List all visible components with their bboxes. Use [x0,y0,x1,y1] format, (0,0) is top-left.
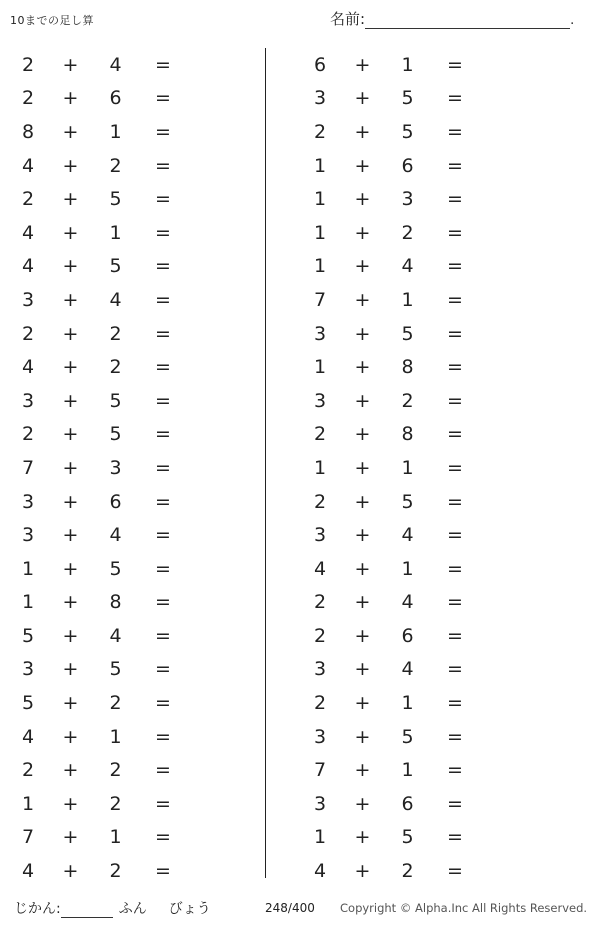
problem-row [0,787,265,821]
problem-row [0,384,265,418]
operand-b: 2 [401,389,414,412]
plus-icon: + [354,490,371,513]
worksheet-header [0,8,600,34]
name-label: 名前: [330,10,366,28]
plus-icon: + [62,356,79,379]
time-field-area [14,898,211,918]
equals-icon: = [155,860,171,883]
problem-row [0,82,265,116]
problem-row [300,48,600,82]
operand-b: 4 [109,624,122,647]
operand-b: 2 [109,792,122,815]
operand-b: 5 [401,322,414,345]
problem-row [300,317,600,351]
plus-icon: + [354,725,371,748]
operand-a: 4 [21,221,35,244]
operand-b: 8 [109,591,122,614]
operand-b: 2 [109,860,122,883]
operand-a: 3 [313,87,327,110]
operand-a: 5 [21,624,35,647]
operand-a: 1 [313,221,327,244]
operand-b: 5 [401,87,414,110]
operand-a: 1 [21,557,35,580]
problem-row [0,686,265,720]
operand-b: 1 [109,221,122,244]
plus-icon: + [354,456,371,479]
equals-icon: = [155,591,171,614]
operand-a: 3 [313,792,327,815]
operand-a: 1 [21,792,35,815]
plus-icon: + [354,423,371,446]
problem-row [300,384,600,418]
operand-b: 1 [401,53,414,76]
equals-icon: = [447,456,463,479]
equals-icon: = [447,860,463,883]
plus-icon: + [62,490,79,513]
operand-a: 3 [313,658,327,681]
problem-row [0,48,265,82]
time-input[interactable] [61,902,113,918]
problem-row [0,485,265,519]
operand-b: 3 [109,456,122,479]
operand-a: 3 [21,658,35,681]
operand-b: 1 [401,456,414,479]
operand-a: 2 [21,322,35,345]
problem-row [0,418,265,452]
operand-b: 4 [401,524,414,547]
problem-row [300,350,600,384]
time-unit-seconds: びょう [168,901,211,917]
plus-icon: + [62,725,79,748]
equals-icon: = [155,322,171,345]
problem-row [300,149,600,183]
equals-icon: = [155,423,171,446]
operand-b: 5 [109,188,122,211]
equals-icon: = [447,658,463,681]
problem-row [300,586,600,620]
plus-icon: + [354,759,371,782]
problem-row [0,619,265,653]
equals-icon: = [155,389,171,412]
operand-a: 2 [313,692,327,715]
equals-icon: = [447,188,463,211]
operand-b: 5 [109,255,122,278]
problems-column-left [0,48,265,883]
equals-icon: = [447,490,463,513]
problem-row [0,250,265,284]
operand-b: 6 [401,154,414,177]
plus-icon: + [62,692,79,715]
equals-icon: = [447,692,463,715]
operand-a: 4 [21,255,35,278]
operand-a: 4 [313,557,327,580]
time-label: じかん: [14,901,61,917]
operand-a: 1 [313,255,327,278]
problem-row [300,854,600,888]
equals-icon: = [447,255,463,278]
plus-icon: + [62,557,79,580]
problem-row [0,586,265,620]
equals-icon: = [447,389,463,412]
problem-row [300,182,600,216]
plus-icon: + [62,759,79,782]
page-title: 10までの足し算 [10,14,94,27]
plus-icon: + [62,87,79,110]
problem-row [0,720,265,754]
operand-b: 8 [401,423,414,446]
plus-icon: + [62,524,79,547]
equals-icon: = [155,356,171,379]
problem-row [300,552,600,586]
operand-b: 5 [401,725,414,748]
operand-b: 1 [109,120,122,143]
operand-b: 2 [109,322,122,345]
operand-a: 1 [313,154,327,177]
operand-b: 2 [401,221,414,244]
equals-icon: = [447,524,463,547]
equals-icon: = [447,759,463,782]
operand-b: 4 [401,591,414,614]
plus-icon: + [62,792,79,815]
operand-a: 1 [21,591,35,614]
problem-row [0,821,265,855]
plus-icon: + [62,53,79,76]
operand-a: 2 [21,759,35,782]
operand-b: 4 [401,255,414,278]
operand-a: 8 [21,120,35,143]
name-field-area [330,8,574,29]
problem-row [300,518,600,552]
operand-b: 4 [109,53,122,76]
plus-icon: + [62,120,79,143]
operand-b: 4 [401,658,414,681]
plus-icon: + [354,792,371,815]
operand-b: 6 [401,792,414,815]
problems-container [0,48,600,883]
operand-b: 5 [401,826,414,849]
plus-icon: + [354,591,371,614]
equals-icon: = [155,456,171,479]
equals-icon: = [447,591,463,614]
operand-a: 7 [313,759,327,782]
equals-icon: = [155,221,171,244]
plus-icon: + [354,154,371,177]
equals-icon: = [155,154,171,177]
operand-b: 5 [109,658,122,681]
problem-row [300,451,600,485]
operand-b: 6 [109,87,122,110]
problem-row [0,518,265,552]
plus-icon: + [354,288,371,311]
operand-a: 6 [313,53,327,76]
problem-row [300,720,600,754]
operand-a: 3 [21,524,35,547]
operand-b: 3 [401,188,414,211]
problem-row [300,653,600,687]
operand-b: 5 [401,120,414,143]
operand-b: 1 [401,557,414,580]
problem-row [300,753,600,787]
plus-icon: + [354,557,371,580]
plus-icon: + [62,624,79,647]
copyright-notice: Copyright © Alpha.Inc All Rights Reserved. [340,901,588,915]
equals-icon: = [155,658,171,681]
plus-icon: + [354,120,371,143]
equals-icon: = [447,624,463,647]
equals-icon: = [155,524,171,547]
equals-icon: = [447,792,463,815]
operand-b: 1 [401,288,414,311]
problem-row [0,283,265,317]
plus-icon: + [354,658,371,681]
plus-icon: + [62,658,79,681]
problem-row [300,619,600,653]
operand-a: 1 [313,356,327,379]
problem-row [0,182,265,216]
plus-icon: + [62,188,79,211]
equals-icon: = [447,53,463,76]
problem-row [0,451,265,485]
operand-a: 7 [21,456,35,479]
operand-b: 5 [109,389,122,412]
operand-a: 2 [313,591,327,614]
operand-b: 4 [109,288,122,311]
operand-a: 2 [21,87,35,110]
problem-row [300,216,600,250]
problem-row [300,283,600,317]
operand-b: 2 [109,356,122,379]
operand-b: 2 [109,692,122,715]
plus-icon: + [62,591,79,614]
equals-icon: = [155,624,171,647]
problem-row [0,115,265,149]
operand-b: 2 [401,860,414,883]
plus-icon: + [62,423,79,446]
operand-a: 3 [313,322,327,345]
problem-row [0,216,265,250]
equals-icon: = [155,725,171,748]
operand-a: 4 [313,860,327,883]
operand-b: 1 [109,826,122,849]
operand-a: 4 [21,154,35,177]
problem-row [300,115,600,149]
problem-row [300,787,600,821]
plus-icon: + [62,221,79,244]
plus-icon: + [354,356,371,379]
equals-icon: = [155,288,171,311]
problem-row [0,350,265,384]
operand-a: 3 [21,288,35,311]
equals-icon: = [155,692,171,715]
problem-row [300,821,600,855]
plus-icon: + [62,255,79,278]
operand-a: 2 [313,490,327,513]
operand-a: 2 [21,53,35,76]
plus-icon: + [354,389,371,412]
plus-icon: + [354,624,371,647]
plus-icon: + [354,221,371,244]
equals-icon: = [155,53,171,76]
operand-a: 4 [21,356,35,379]
equals-icon: = [155,490,171,513]
operand-b: 6 [401,624,414,647]
plus-icon: + [354,322,371,345]
operand-b: 1 [109,725,122,748]
operand-a: 1 [313,188,327,211]
operand-a: 3 [313,389,327,412]
equals-icon: = [155,826,171,849]
name-input[interactable] [365,11,570,29]
problem-row [300,686,600,720]
problem-row [300,485,600,519]
equals-icon: = [447,120,463,143]
equals-icon: = [447,322,463,345]
problem-row [0,854,265,888]
plus-icon: + [62,154,79,177]
operand-b: 5 [401,490,414,513]
plus-icon: + [354,87,371,110]
plus-icon: + [62,456,79,479]
operand-b: 8 [401,356,414,379]
operand-a: 3 [21,490,35,513]
operand-a: 4 [21,860,35,883]
plus-icon: + [354,255,371,278]
equals-icon: = [155,120,171,143]
problem-row [0,552,265,586]
operand-a: 2 [313,624,327,647]
equals-icon: = [447,154,463,177]
problem-row [0,149,265,183]
operand-a: 7 [313,288,327,311]
equals-icon: = [447,423,463,446]
operand-a: 3 [21,389,35,412]
equals-icon: = [155,557,171,580]
operand-a: 1 [313,456,327,479]
operand-a: 5 [21,692,35,715]
plus-icon: + [62,322,79,345]
equals-icon: = [155,255,171,278]
plus-icon: + [354,860,371,883]
operand-b: 2 [109,759,122,782]
operand-a: 7 [21,826,35,849]
equals-icon: = [447,87,463,110]
problem-row [300,250,600,284]
problems-column-right [265,48,600,883]
equals-icon: = [447,725,463,748]
plus-icon: + [62,389,79,412]
name-end-dot: . [570,13,575,28]
problem-row [0,753,265,787]
problem-row [0,317,265,351]
time-unit-minutes: ふん [118,901,147,917]
plus-icon: + [62,826,79,849]
equals-icon: = [155,759,171,782]
operand-a: 1 [313,826,327,849]
worksheet-footer [0,896,600,920]
operand-b: 5 [109,423,122,446]
page-count: 248/400 [265,901,315,915]
operand-a: 2 [21,188,35,211]
operand-a: 2 [313,423,327,446]
problem-row [300,82,600,116]
operand-a: 2 [313,120,327,143]
equals-icon: = [155,792,171,815]
equals-icon: = [447,356,463,379]
operand-a: 3 [313,524,327,547]
operand-b: 6 [109,490,122,513]
plus-icon: + [354,692,371,715]
operand-b: 1 [401,759,414,782]
problem-row [0,653,265,687]
equals-icon: = [155,188,171,211]
operand-a: 2 [21,423,35,446]
equals-icon: = [447,288,463,311]
operand-b: 1 [401,692,414,715]
operand-a: 4 [21,725,35,748]
equals-icon: = [447,557,463,580]
plus-icon: + [354,826,371,849]
operand-a: 3 [313,725,327,748]
operand-b: 5 [109,557,122,580]
problem-row [300,418,600,452]
operand-b: 2 [109,154,122,177]
plus-icon: + [354,53,371,76]
plus-icon: + [354,524,371,547]
equals-icon: = [155,87,171,110]
equals-icon: = [447,221,463,244]
plus-icon: + [62,860,79,883]
plus-icon: + [354,188,371,211]
operand-b: 4 [109,524,122,547]
equals-icon: = [447,826,463,849]
plus-icon: + [62,288,79,311]
